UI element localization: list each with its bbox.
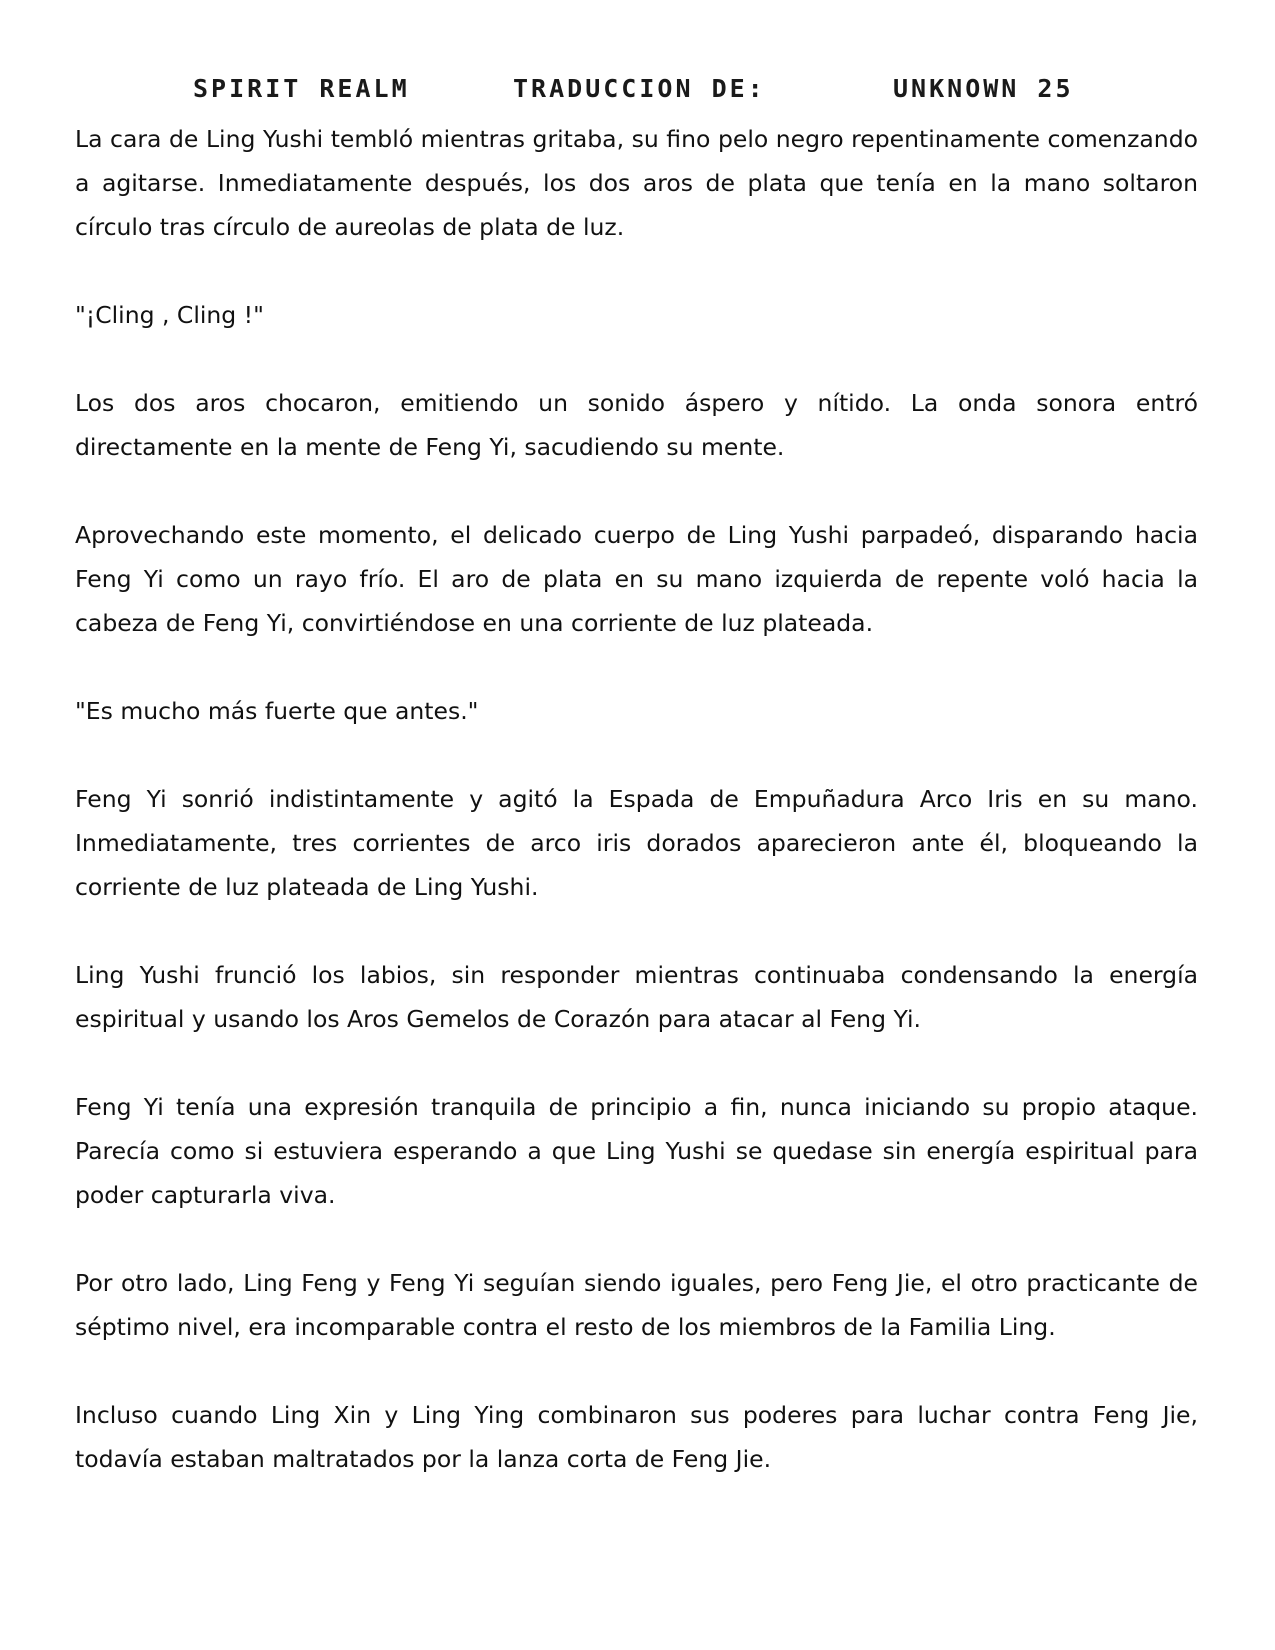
paragraph: Aprovechando este momento, el delicado cuerpo de Ling Yushi parpadeó, disparando hacia Feng Yi como un rayo frío. El aro de plata en su mano izquierda de repente voló hacia la cabeza de Feng Yi, convirtiéndose en una corriente de luz plateada.	[75, 521, 1198, 637]
paragraph: Los dos aros chocaron, emitiendo un sonido áspero y nítido. La onda sonora entró directamente en la mente de Feng Yi, sacudiendo su mente.	[75, 389, 1198, 461]
translator-name: UNKNOWN 25	[893, 74, 1074, 103]
paragraph: Feng Yi sonrió indistintamente y agitó la Espada de Empuñadura Arco Iris en su mano. Inmediatamente, tres corrientes de arco iris dorados aparecieron ante él, bloqueando la corriente de luz plateada de Ling Yushi.	[75, 785, 1198, 901]
translation-label: TRADUCCION DE:	[513, 74, 766, 103]
paragraph: Ling Yushi frunció los labios, sin responder mientras continuaba condensando la energía espiritual y usando los Aros Gemelos de Corazón para atacar al Feng Yi.	[75, 961, 1198, 1033]
paragraph: "¡Cling , Cling !"	[75, 301, 264, 329]
paragraph: Por otro lado, Ling Feng y Feng Yi seguían siendo iguales, pero Feng Jie, el otro practicante de séptimo nivel, era incomparable contra el resto de los miembros de la Familia Ling.	[75, 1269, 1198, 1341]
paragraph: La cara de Ling Yushi tembló mientras gritaba, su fino pelo negro repentinamente comenzando a agitarse. Inmediatamente después, los dos aros de plata que tenía en la mano soltaron círculo tras círculo de aureolas de plata de luz.	[75, 125, 1198, 241]
chapter-body	[75, 117, 1198, 1525]
paragraph: Incluso cuando Ling Xin y Ling Ying combinaron sus poderes para luchar contra Feng Jie, todavía estaban maltratados por la lanza corta de Feng Jie.	[75, 1401, 1198, 1473]
paragraph: Feng Yi tenía una expresión tranquila de principio a fin, nunca iniciando su propio ataque. Parecía como si estuviera esperando a que Ling Yushi se quedase sin energía espiritual para poder capturarla viva.	[75, 1093, 1198, 1209]
page-header	[0, 74, 1275, 108]
paragraph: "Es mucho más fuerte que antes."	[75, 697, 479, 725]
series-title: SPIRIT REALM	[193, 74, 410, 103]
